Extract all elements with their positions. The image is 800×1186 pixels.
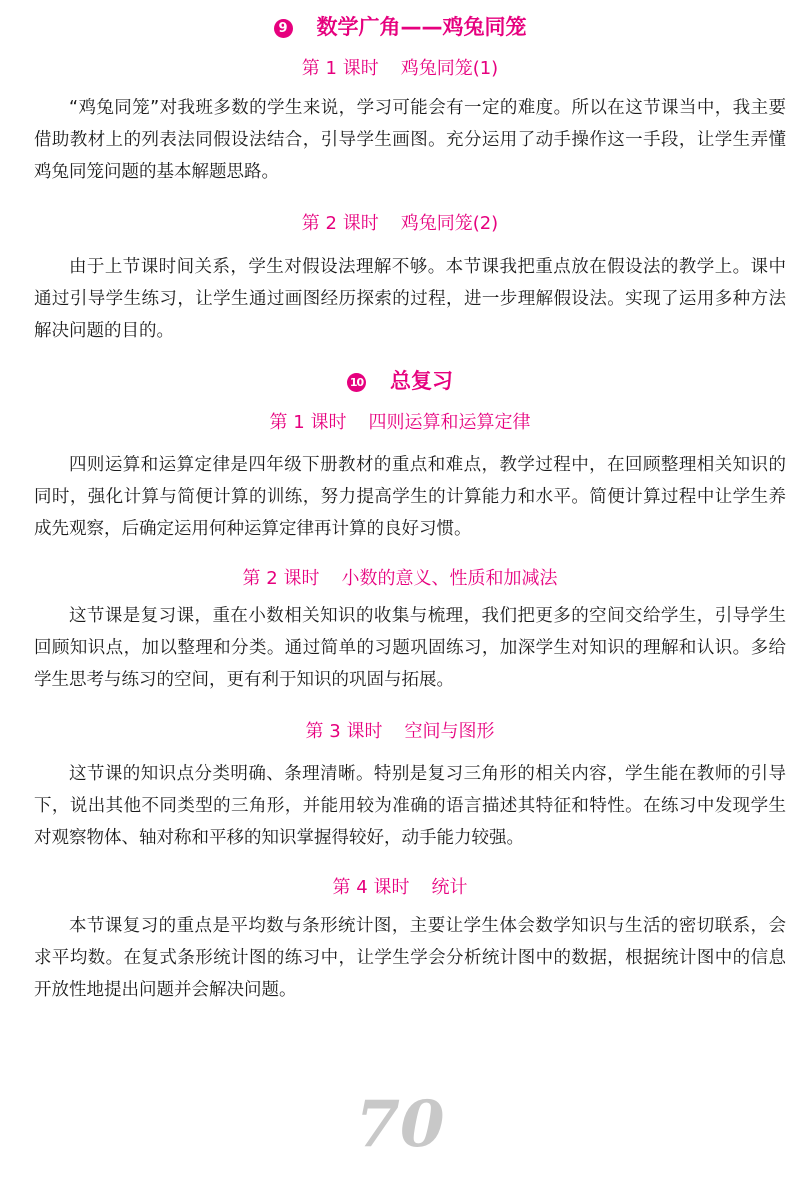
unit-9-lesson-1-paragraph: “鸡兔同笼”对我班多数的学生来说，学习可能会有一定的难度。所以在这节课当中，我主要借助教材上的列表法同假设法结合，引导学生画图。充分运用了动手操作这一手段，让学生弄懂鸡兔同笼问题的基本解题思路。 bbox=[34, 98, 786, 182]
lesson-topic: 空间与图形 bbox=[404, 721, 495, 742]
unit-10-lesson-3-paragraph: 这节课的知识点分类明确、条理清晰。特别是复习三角形的相关内容，学生能在教师的引导下，说出其他不同类型的三角形，并能用较为准确的语言描述其特征和特性。在练习中发现学生对观察物体、轴对称和平移的知识掌握得较好，动手能力较强。 bbox=[34, 764, 786, 848]
unit-10-lesson-2-heading bbox=[0, 567, 800, 591]
lesson-label: 第 2 课时 bbox=[242, 568, 320, 589]
unit-9-number-badge: 9 bbox=[274, 19, 293, 38]
unit-9-lesson-1-heading bbox=[0, 57, 800, 81]
lesson-topic: 统计 bbox=[431, 877, 468, 898]
lesson-topic: 四则运算和运算定律 bbox=[368, 412, 531, 433]
unit-10-lesson-3-heading bbox=[0, 720, 800, 744]
unit-10-title: 总复习 bbox=[390, 369, 453, 393]
lesson-label: 第 3 课时 bbox=[305, 721, 383, 742]
lesson-label: 第 1 课时 bbox=[269, 412, 347, 433]
page-number: 70 bbox=[355, 1087, 445, 1162]
unit-10-lesson-4-paragraph: 本节课复习的重点是平均数与条形统计图，主要让学生体会数学知识与生活的密切联系，会求平均数。在复式条形统计图的练习中，让学生学会分析统计图中的数据，根据统计图中的信息开放性地提出问题并会解决问题。 bbox=[34, 916, 786, 1000]
unit-9-heading bbox=[0, 14, 800, 40]
lesson-topic: 鸡兔同笼(2) bbox=[400, 213, 499, 234]
unit-10-number-badge: 10 bbox=[347, 373, 366, 392]
unit-9-lesson-2-heading bbox=[0, 212, 800, 236]
unit-10-lesson-1-heading bbox=[0, 411, 800, 435]
lesson-label: 第 4 课时 bbox=[332, 877, 410, 898]
unit-10-lesson-2-paragraph: 这节课是复习课，重在小数相关知识的收集与梳理，我们把更多的空间交给学生，引导学生回顾知识点，加以整理和分类。通过简单的习题巩固练习，加深学生对知识的理解和认识。多给学生思考与练习的空间，更有利于知识的巩固与拓展。 bbox=[34, 606, 786, 690]
unit-9-lesson-2-paragraph: 由于上节课时间关系，学生对假设法理解不够。本节课我把重点放在假设法的教学上。课中通过引导学生练习，让学生通过画图经历探索的过程，进一步理解假设法。实现了运用多种方法解决问题的目的。 bbox=[34, 257, 786, 341]
unit-10-lesson-1-paragraph: 四则运算和运算定律是四年级下册教材的重点和难点，教学过程中，在回顾整理相关知识的同时，强化计算与简便计算的训练，努力提高学生的计算能力和水平。简便计算过程中让学生养成先观察，后确定运用何种运算定律再计算的良好习惯。 bbox=[34, 455, 786, 539]
lesson-topic: 小数的意义、性质和加减法 bbox=[341, 568, 558, 589]
lesson-topic: 鸡兔同笼(1) bbox=[400, 58, 499, 79]
lesson-label: 第 1 课时 bbox=[301, 58, 379, 79]
unit-9-title: 数学广角——鸡兔同笼 bbox=[316, 15, 527, 39]
unit-10-lesson-4-heading bbox=[0, 876, 800, 900]
lesson-label: 第 2 课时 bbox=[301, 213, 379, 234]
unit-10-heading bbox=[0, 368, 800, 394]
